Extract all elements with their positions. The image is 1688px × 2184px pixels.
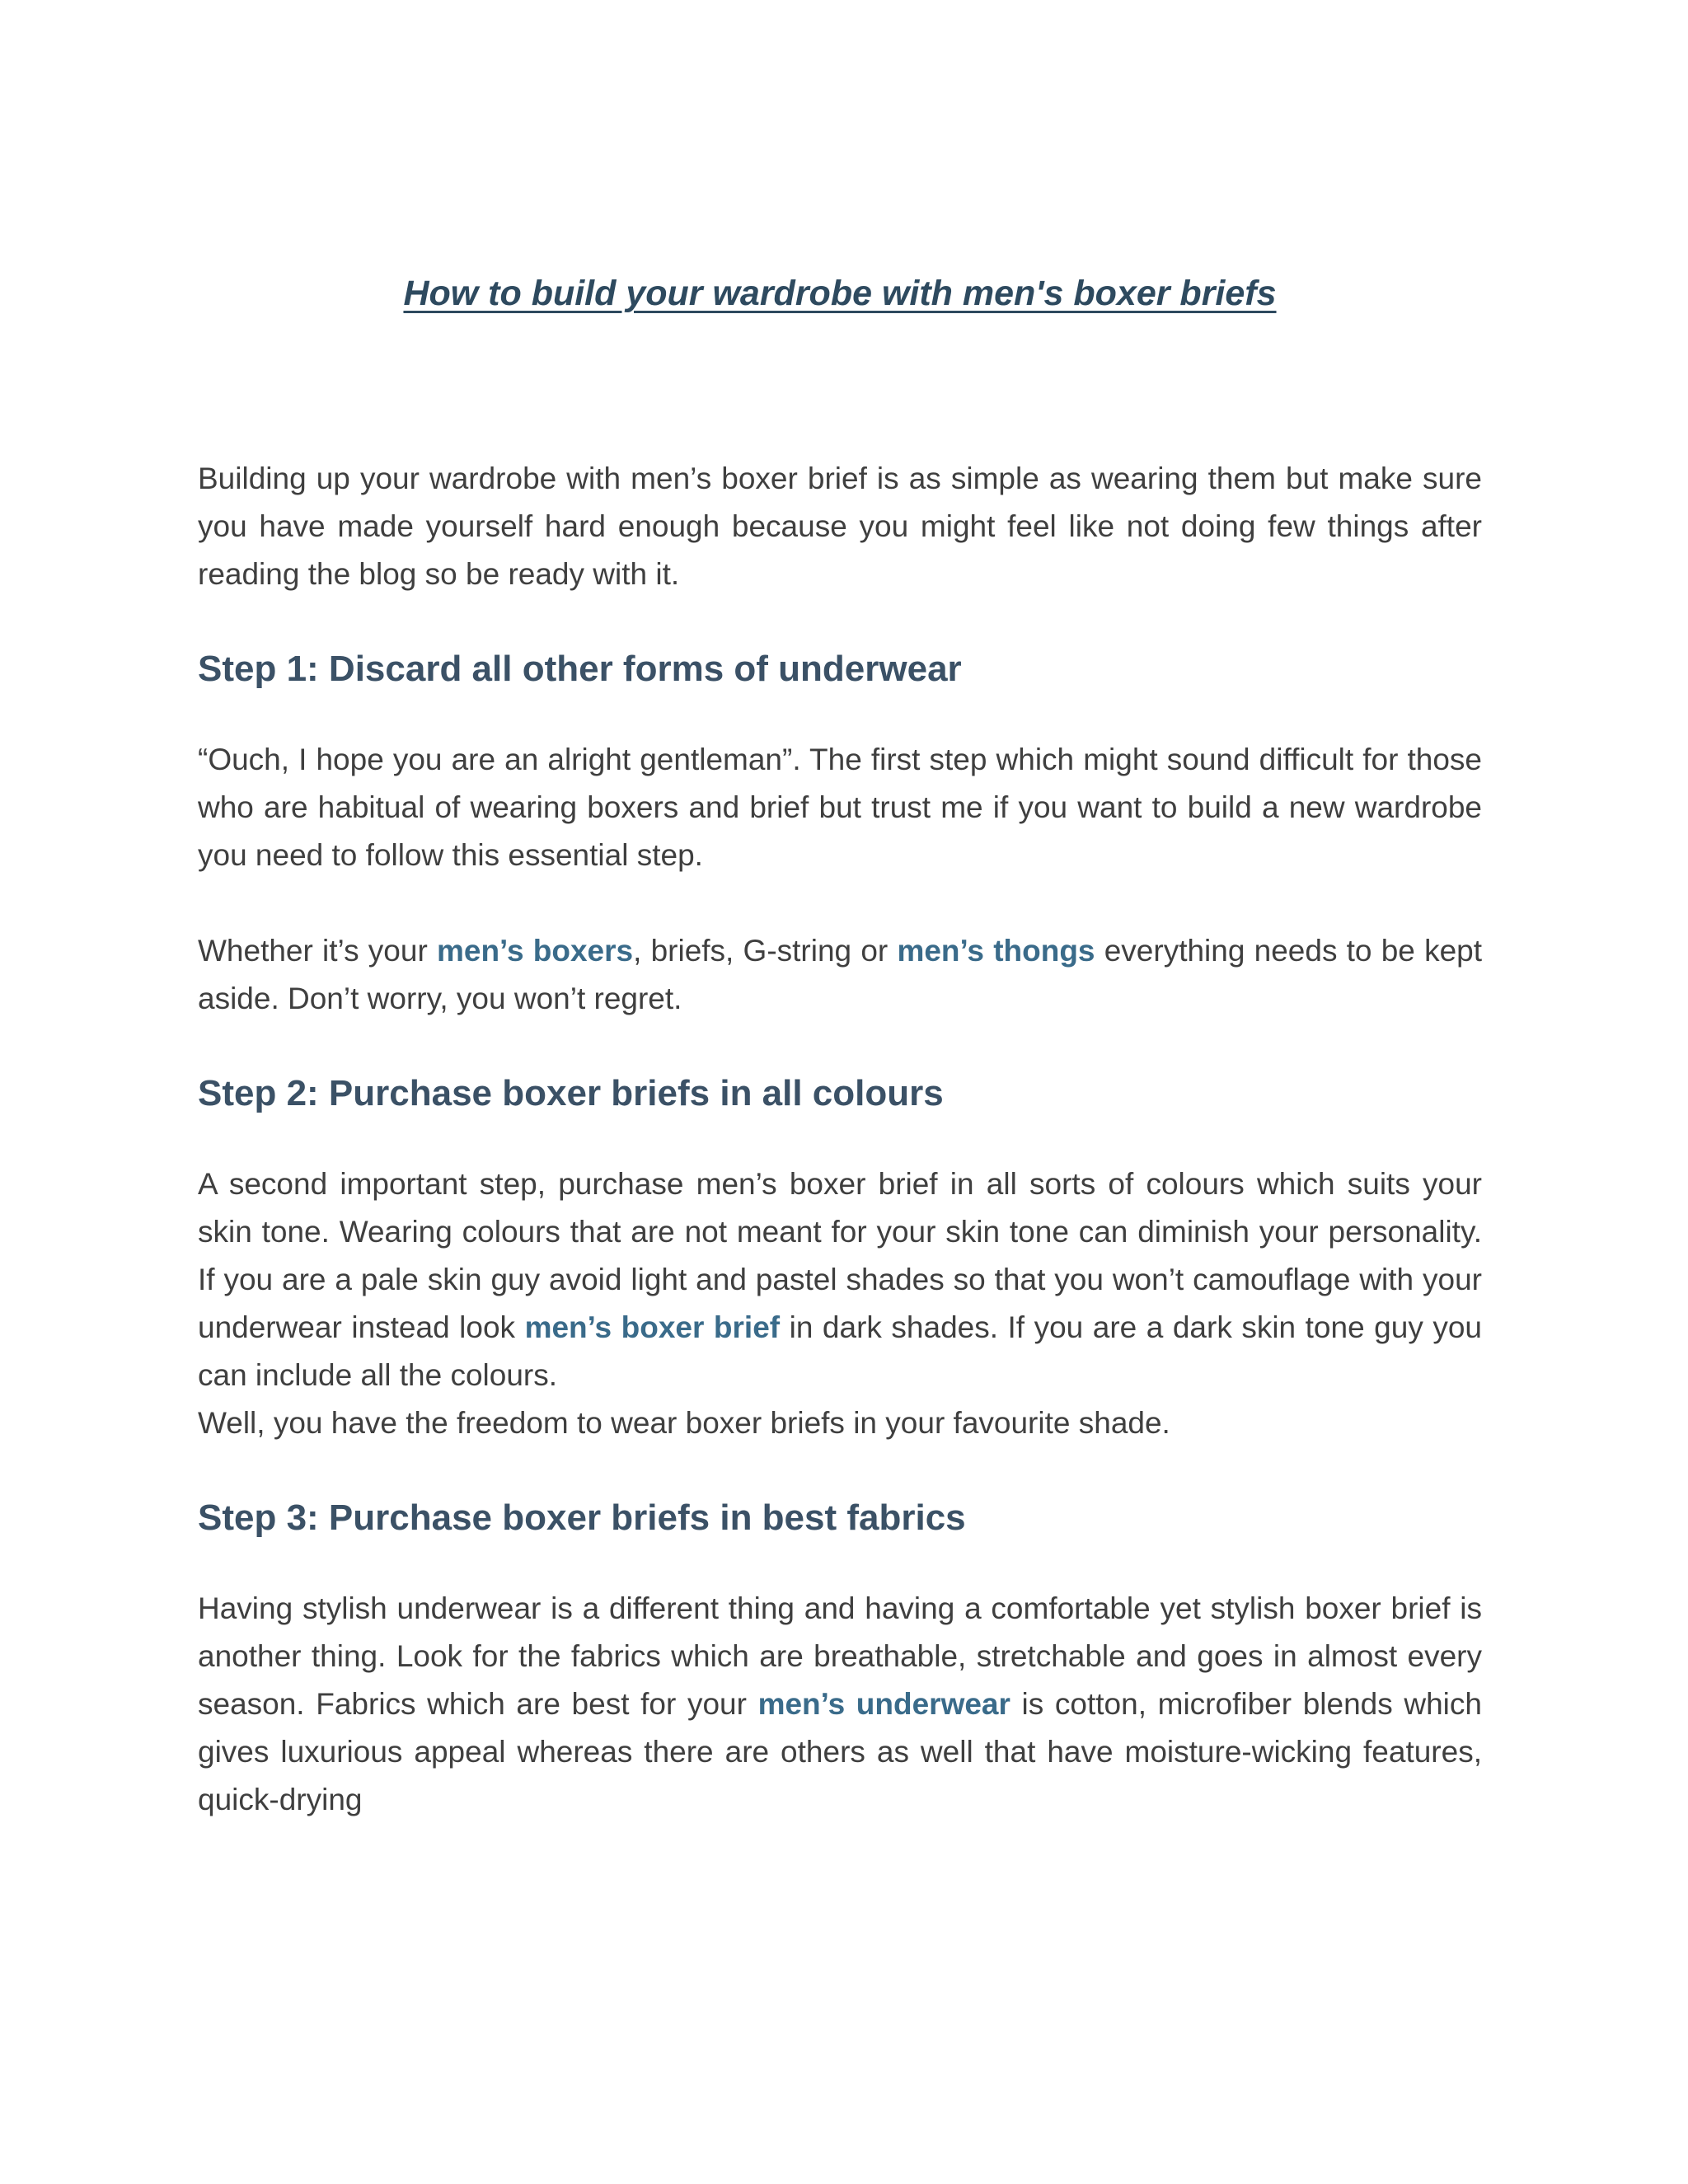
section-paragraphs — [198, 1160, 1482, 1447]
section-heading: Step 3: Purchase boxer briefs in best fabrics — [198, 1497, 966, 1538]
section-heading: Step 1: Discard all other forms of underwear — [198, 648, 962, 689]
inline-link[interactable]: men’s boxers — [436, 933, 634, 968]
inline-link[interactable]: men’s underwear — [757, 1686, 1010, 1721]
section-heading: Step 2: Purchase boxer briefs in all colours — [198, 1072, 944, 1113]
paragraph — [198, 1585, 1482, 1824]
text-run: Well, you have the freedom to wear boxer briefs in your favourite shade. — [198, 1405, 1170, 1440]
document-section — [198, 646, 1482, 1023]
text-run: is cotton, microfiber blends which gives luxurious appeal whereas there are others as well that have moisture-wicking features, quick-drying — [198, 1686, 1482, 1816]
paragraph — [198, 736, 1482, 879]
text-run: , briefs, G-string or — [633, 933, 898, 968]
paragraph — [198, 455, 1482, 598]
text-run: in dark shades. If you are a dark skin tone guy you can include all the colours. — [198, 1310, 1482, 1392]
document-title: How to build your wardrobe with men's boxer briefs — [403, 274, 1277, 313]
section-paragraphs — [198, 1585, 1482, 1824]
inline-link[interactable]: men’s boxer brief — [524, 1310, 781, 1344]
section-paragraphs — [198, 736, 1482, 1023]
sections-container — [198, 646, 1482, 1824]
intro-paragraph-host — [198, 455, 1482, 598]
text-run: “Ouch, I hope you are an alright gentleman”. The first step which might sound difficult for those who are habitual of wearing boxers and brief but trust me if you want to build a new wardrobe you need to follow this essential step. — [198, 742, 1482, 872]
text-run: Having stylish underwear is a different thing and having a comfortable yet stylish boxer brief is another thing. Look for the fabrics which are breathable, stretchable and goes in almost every season. Fabrics which are best for your — [198, 1591, 1482, 1721]
document-section — [198, 1071, 1482, 1447]
text-run: Building up your wardrobe with men’s boxer brief is as simple as wearing them but make sure you have made yourself hard enough because you might feel like not doing few things after reading the blog so be ready with it. — [198, 461, 1482, 591]
text-run: A second important step, purchase men’s boxer brief in all sorts of colours which suits your skin tone. Wearing colours that are not meant for your skin tone can diminish your personality. If you are a pale skin guy avoid light and pastel shades so that you won’t camouflage with your underwear instead look — [198, 1166, 1482, 1344]
text-run: Whether it’s your — [198, 933, 437, 968]
document-section — [198, 1495, 1482, 1824]
paragraph — [198, 1160, 1482, 1447]
paragraph — [198, 927, 1482, 1023]
text-run: everything needs to be kept aside. Don’t worry, you won’t regret. — [198, 933, 1483, 1015]
inline-link[interactable]: men’s thongs — [897, 933, 1095, 968]
